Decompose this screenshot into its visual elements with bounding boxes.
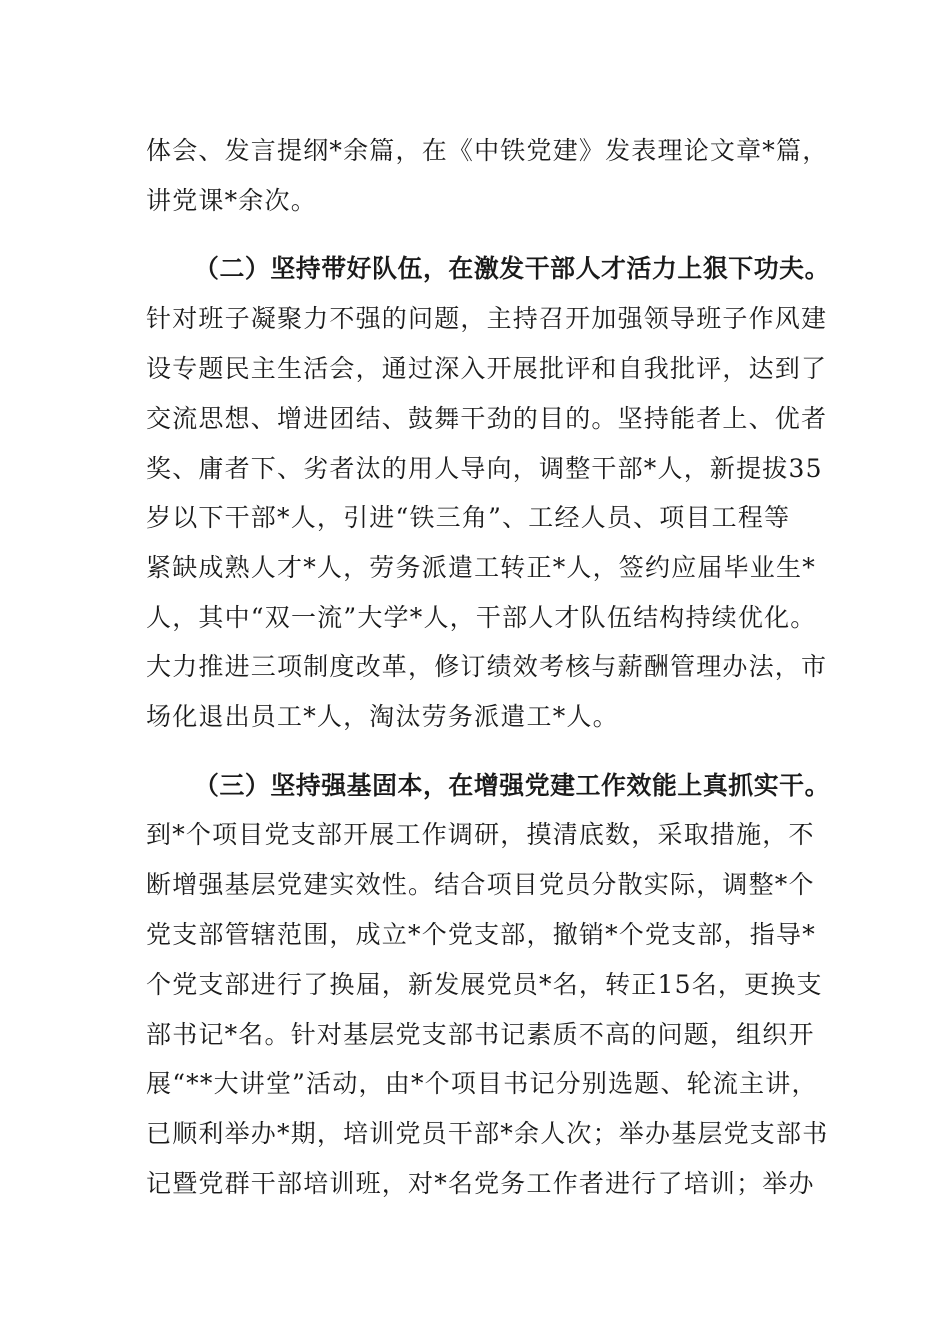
paragraph-line: 紧缺成熟人才*人，劳务派遣工转正*人，签约应届毕业生* — [146, 553, 816, 582]
paragraph-line: 讲党课*余次。 — [146, 186, 317, 215]
paragraph-line: 部书记*名。针对基层党支部书记素质不高的问题，组织开 — [146, 1020, 815, 1049]
paragraph-line: 设专题民主生活会，通过深入开展批评和自我批评，达到了 — [146, 354, 828, 383]
paragraph-line: 交流思想、增进团结、鼓舞干劲的目的。坚持能者上、优者 — [146, 404, 828, 433]
paragraph-line: 大力推进三项制度改革，修订绩效考核与薪酬管理办法，市 — [146, 652, 828, 681]
paragraph-line: 已顺利举办*期，培训党员干部*余人次；举办基层党支部书 — [146, 1119, 829, 1148]
section-heading: （三）坚持强基固本，在增强党建工作效能上真抓实干。 — [194, 771, 831, 800]
paragraph-line: 人，其中“双一流”大学*人，干部人才队伍结构持续优化。 — [146, 603, 817, 632]
paragraph-line: 岁以下干部*人，引进“铁三角”、工经人员、项目工程等 — [146, 503, 791, 532]
paragraph-line: 到*个项目党支部开展工作调研，摸清底数，采取措施，不 — [146, 820, 815, 849]
paragraph-line: 场化退出员工*人，淘汰劳务派遣工*人。 — [146, 702, 619, 731]
paragraph-line: 个党支部进行了换届，新发展党员*名，转正15名，更换支 — [146, 970, 823, 999]
paragraph-line: 断增强基层党建实效性。结合项目党员分散实际，调整*个 — [146, 870, 815, 899]
paragraph-line: 奖、庸者下、劣者汰的用人导向，调整干部*人，新提拔35 — [146, 454, 823, 483]
paragraph-line: 针对班子凝聚力不强的问题，主持召开加强领导班子作风建 — [146, 304, 828, 333]
paragraph-line: 党支部管辖范围，成立*个党支部，撤销*个党支部，指导* — [146, 920, 816, 949]
paragraph-line: 展“**大讲堂”活动，由*个项目书记分别选题、轮流主讲， — [146, 1069, 818, 1098]
section-heading: （二）坚持带好队伍，在激发干部人才活力上狠下功夫。 — [194, 254, 831, 283]
paragraph-line: 体会、发言提纲*余篇，在《中铁党建》发表理论文章*篇， — [146, 136, 829, 165]
paragraph-line: 记暨党群干部培训班，对*名党务工作者进行了培训；举办 — [146, 1169, 815, 1198]
